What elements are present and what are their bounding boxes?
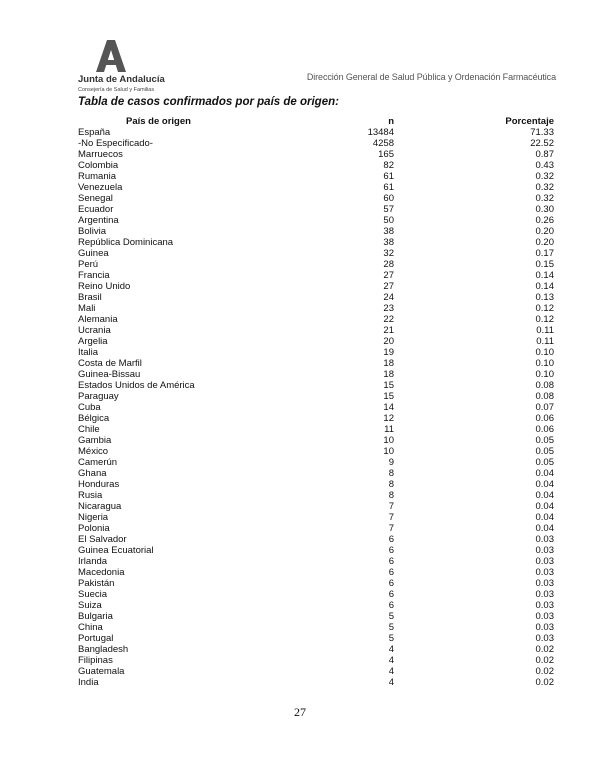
count-cell: 27 bbox=[383, 270, 394, 281]
table-row bbox=[78, 171, 554, 182]
percentage-cell: 0.04 bbox=[535, 490, 554, 501]
table-row bbox=[78, 633, 554, 644]
country-cell: Marruecos bbox=[78, 149, 123, 160]
count-cell: 18 bbox=[383, 369, 394, 380]
country-cell: India bbox=[78, 677, 99, 688]
table-row bbox=[78, 446, 554, 457]
count-cell: 19 bbox=[383, 347, 394, 358]
percentage-cell: 0.07 bbox=[535, 402, 554, 413]
count-cell: 38 bbox=[383, 226, 394, 237]
percentage-cell: 0.05 bbox=[535, 446, 554, 457]
count-cell: 7 bbox=[388, 523, 394, 534]
count-cell: 6 bbox=[388, 556, 394, 567]
table-row bbox=[78, 369, 554, 380]
count-cell: 165 bbox=[378, 149, 394, 160]
table-row bbox=[78, 281, 554, 292]
table-row bbox=[78, 589, 554, 600]
percentage-cell: 0.05 bbox=[535, 435, 554, 446]
table-row bbox=[78, 501, 554, 512]
count-cell: 6 bbox=[388, 589, 394, 600]
percentage-cell: 0.14 bbox=[535, 281, 554, 292]
table-row bbox=[78, 523, 554, 534]
count-cell: 27 bbox=[383, 281, 394, 292]
percentage-cell: 0.03 bbox=[535, 556, 554, 567]
table-row bbox=[78, 215, 554, 226]
country-cell: Portugal bbox=[78, 633, 114, 644]
table-row bbox=[78, 490, 554, 501]
percentage-cell: 0.87 bbox=[535, 149, 554, 160]
percentage-cell: 0.04 bbox=[535, 479, 554, 490]
count-cell: 8 bbox=[388, 468, 394, 479]
country-cell: Bangladesh bbox=[78, 644, 129, 655]
country-cell: México bbox=[78, 446, 109, 457]
percentage-cell: 0.04 bbox=[535, 501, 554, 512]
count-cell: 4 bbox=[388, 666, 394, 677]
table-row bbox=[78, 545, 554, 556]
direccion-label: Dirección General de Salud Pública y Ordenación Farmacéutica bbox=[306, 72, 556, 82]
table-row bbox=[78, 644, 554, 655]
country-cell: El Salvador bbox=[78, 534, 127, 545]
count-cell: 7 bbox=[388, 512, 394, 523]
percentage-cell: 0.05 bbox=[535, 457, 554, 468]
percentage-cell: 0.08 bbox=[535, 380, 554, 391]
percentage-cell: 0.04 bbox=[535, 468, 554, 479]
country-cell: Francia bbox=[78, 270, 110, 281]
percentage-cell: 0.03 bbox=[535, 545, 554, 556]
count-cell: 6 bbox=[388, 578, 394, 589]
percentage-cell: 0.03 bbox=[535, 622, 554, 633]
column-header-n: n bbox=[388, 116, 394, 127]
count-cell: 4 bbox=[388, 655, 394, 666]
table-row bbox=[78, 567, 554, 578]
count-cell: 8 bbox=[388, 490, 394, 501]
count-cell: 82 bbox=[383, 160, 394, 171]
country-cell: República Dominicana bbox=[78, 237, 174, 248]
country-cell: Ecuador bbox=[78, 204, 114, 215]
count-cell: 9 bbox=[388, 457, 394, 468]
percentage-cell: 0.10 bbox=[535, 347, 554, 358]
percentage-cell: 0.11 bbox=[536, 336, 554, 347]
table-row bbox=[78, 292, 554, 303]
country-cell: Bulgaria bbox=[78, 611, 113, 622]
country-cell: Nigeria bbox=[78, 512, 109, 523]
table-row bbox=[78, 226, 554, 237]
percentage-cell: 0.03 bbox=[535, 611, 554, 622]
count-cell: 23 bbox=[383, 303, 394, 314]
percentage-cell: 0.02 bbox=[535, 666, 554, 677]
percentage-cell: 0.02 bbox=[535, 655, 554, 666]
table-row bbox=[78, 237, 554, 248]
table-row bbox=[78, 655, 554, 666]
country-cell: Alemania bbox=[78, 314, 118, 325]
country-cell: Camerún bbox=[78, 457, 118, 468]
count-cell: 61 bbox=[383, 182, 394, 193]
table-row bbox=[78, 358, 554, 369]
table-row bbox=[78, 138, 554, 149]
percentage-cell: 0.13 bbox=[535, 292, 554, 303]
junta-andalucia-logo bbox=[78, 40, 188, 96]
count-cell: 21 bbox=[383, 325, 394, 336]
org-name: Junta de Andalucía bbox=[78, 74, 165, 85]
table-row bbox=[78, 314, 554, 325]
table-title: Tabla de casos confirmados por país de origen: bbox=[78, 96, 339, 108]
table-row bbox=[78, 380, 554, 391]
table-row bbox=[78, 600, 554, 611]
table-row bbox=[78, 512, 554, 523]
table-row bbox=[78, 666, 554, 677]
country-cell: Rumania bbox=[78, 171, 117, 182]
table-row bbox=[78, 677, 554, 688]
count-cell: 61 bbox=[383, 171, 394, 182]
percentage-cell: 0.26 bbox=[535, 215, 554, 226]
country-cell: Suecia bbox=[78, 589, 108, 600]
percentage-cell: 0.08 bbox=[535, 391, 554, 402]
percentage-cell: 0.02 bbox=[535, 644, 554, 655]
percentage-cell: 0.12 bbox=[535, 303, 554, 314]
percentage-cell: 0.06 bbox=[535, 424, 554, 435]
percentage-cell: 0.12 bbox=[535, 314, 554, 325]
country-cell: Colombia bbox=[78, 160, 119, 171]
andalucia-a-icon bbox=[96, 40, 126, 72]
country-cell: Bolivia bbox=[78, 226, 106, 237]
count-cell: 4258 bbox=[372, 138, 394, 149]
country-cell: Argentina bbox=[78, 215, 119, 226]
country-cell: Estados Unidos de América bbox=[78, 380, 195, 391]
country-cell: Cuba bbox=[78, 402, 101, 413]
percentage-cell: 0.32 bbox=[535, 193, 554, 204]
table-row bbox=[78, 391, 554, 402]
country-cell: China bbox=[78, 622, 103, 633]
percentage-cell: 0.20 bbox=[535, 226, 554, 237]
percentage-cell: 0.11 bbox=[536, 325, 554, 336]
percentage-cell: 71.33 bbox=[530, 127, 554, 138]
table-row bbox=[78, 303, 554, 314]
country-cell: Guinea-Bissau bbox=[78, 369, 141, 380]
country-cell: Ghana bbox=[78, 468, 107, 479]
table-row bbox=[78, 127, 554, 138]
table-row bbox=[78, 457, 554, 468]
count-cell: 14 bbox=[383, 402, 394, 413]
page-number: 27 bbox=[294, 705, 306, 719]
country-cell: Paraguay bbox=[78, 391, 119, 402]
country-cell: Chile bbox=[78, 424, 100, 435]
country-cell: Honduras bbox=[78, 479, 120, 490]
percentage-cell: 0.03 bbox=[535, 534, 554, 545]
count-cell: 12 bbox=[383, 413, 394, 424]
count-cell: 15 bbox=[383, 391, 394, 402]
table-row bbox=[78, 248, 554, 259]
country-cell: Irlanda bbox=[78, 556, 108, 567]
percentage-cell: 0.03 bbox=[535, 578, 554, 589]
country-cell: Macedonia bbox=[78, 567, 125, 578]
country-cell: Filipinas bbox=[78, 655, 113, 666]
percentage-cell: 22.52 bbox=[530, 138, 554, 149]
table-row bbox=[78, 204, 554, 215]
count-cell: 5 bbox=[388, 633, 394, 644]
count-cell: 5 bbox=[388, 622, 394, 633]
percentage-cell: 0.14 bbox=[535, 270, 554, 281]
table-row bbox=[78, 424, 554, 435]
count-cell: 4 bbox=[388, 677, 394, 688]
count-cell: 6 bbox=[388, 567, 394, 578]
percentage-cell: 0.04 bbox=[535, 523, 554, 534]
country-cell: Rusia bbox=[78, 490, 103, 501]
count-cell: 18 bbox=[383, 358, 394, 369]
table-header-row bbox=[78, 116, 554, 127]
country-cell: Pakistán bbox=[78, 578, 115, 589]
table-row bbox=[78, 259, 554, 270]
table-row bbox=[78, 347, 554, 358]
count-cell: 4 bbox=[388, 644, 394, 655]
country-cell: Ucrania bbox=[78, 325, 111, 336]
country-cell: Polonia bbox=[78, 523, 110, 534]
percentage-cell: 0.03 bbox=[535, 633, 554, 644]
count-cell: 50 bbox=[383, 215, 394, 226]
table-row bbox=[78, 479, 554, 490]
country-cell: Bélgica bbox=[78, 413, 110, 424]
column-header-pais: País de origen bbox=[126, 116, 191, 127]
percentage-cell: 0.30 bbox=[535, 204, 554, 215]
percentage-cell: 0.02 bbox=[535, 677, 554, 688]
percentage-cell: 0.17 bbox=[535, 248, 554, 259]
count-cell: 38 bbox=[383, 237, 394, 248]
table-row bbox=[78, 578, 554, 589]
percentage-cell: 0.03 bbox=[535, 567, 554, 578]
count-cell: 20 bbox=[383, 336, 394, 347]
table-row bbox=[78, 534, 554, 545]
org-subname: Consejería de Salud y Familias bbox=[78, 87, 155, 93]
country-cell: Mali bbox=[78, 303, 96, 314]
count-cell: 6 bbox=[388, 545, 394, 556]
country-cell: Guinea bbox=[78, 248, 109, 259]
percentage-cell: 0.32 bbox=[535, 171, 554, 182]
country-cell: Brasil bbox=[78, 292, 102, 303]
table-row bbox=[78, 336, 554, 347]
country-cell: Reino Unido bbox=[78, 281, 131, 292]
count-cell: 28 bbox=[383, 259, 394, 270]
table-row bbox=[78, 611, 554, 622]
count-cell: 22 bbox=[383, 314, 394, 325]
percentage-cell: 0.04 bbox=[535, 512, 554, 523]
table-row bbox=[78, 160, 554, 171]
percentage-cell: 0.10 bbox=[535, 358, 554, 369]
percentage-cell: 0.10 bbox=[535, 369, 554, 380]
table-body bbox=[78, 127, 554, 688]
count-cell: 10 bbox=[383, 446, 394, 457]
count-cell: 60 bbox=[383, 193, 394, 204]
country-cell: Italia bbox=[78, 347, 99, 358]
count-cell: 15 bbox=[383, 380, 394, 391]
table-row bbox=[78, 413, 554, 424]
table-row bbox=[78, 435, 554, 446]
count-cell: 6 bbox=[388, 600, 394, 611]
country-cell: Gambia bbox=[78, 435, 112, 446]
count-cell: 11 bbox=[384, 424, 394, 435]
country-cell: España bbox=[78, 127, 111, 138]
table-row bbox=[78, 402, 554, 413]
table-row bbox=[78, 193, 554, 204]
percentage-cell: 0.32 bbox=[535, 182, 554, 193]
percentage-cell: 0.03 bbox=[535, 600, 554, 611]
country-cell: Argelia bbox=[78, 336, 108, 347]
table-row bbox=[78, 149, 554, 160]
country-cell: Nicaragua bbox=[78, 501, 122, 512]
count-cell: 32 bbox=[383, 248, 394, 259]
percentage-cell: 0.43 bbox=[535, 160, 554, 171]
country-cell: Suiza bbox=[78, 600, 102, 611]
column-header-porcentaje: Porcentaje bbox=[505, 116, 554, 127]
country-cell: Venezuela bbox=[78, 182, 123, 193]
count-cell: 8 bbox=[388, 479, 394, 490]
percentage-cell: 0.15 bbox=[535, 259, 554, 270]
cases-table bbox=[78, 116, 554, 688]
count-cell: 5 bbox=[388, 611, 394, 622]
country-cell: -No Especificado- bbox=[78, 138, 153, 149]
count-cell: 57 bbox=[383, 204, 394, 215]
percentage-cell: 0.20 bbox=[535, 237, 554, 248]
country-cell: Guinea Ecuatorial bbox=[78, 545, 154, 556]
percentage-cell: 0.03 bbox=[535, 589, 554, 600]
country-cell: Senegal bbox=[78, 193, 113, 204]
count-cell: 6 bbox=[388, 534, 394, 545]
table-row bbox=[78, 622, 554, 633]
table-row bbox=[78, 182, 554, 193]
table-row bbox=[78, 325, 554, 336]
country-cell: Perú bbox=[78, 259, 99, 270]
count-cell: 24 bbox=[383, 292, 394, 303]
table-row bbox=[78, 468, 554, 479]
table-row bbox=[78, 556, 554, 567]
table-row bbox=[78, 270, 554, 281]
count-cell: 7 bbox=[388, 501, 394, 512]
country-cell: Costa de Marfil bbox=[78, 358, 142, 369]
percentage-cell: 0.06 bbox=[535, 413, 554, 424]
page-header bbox=[0, 0, 600, 100]
count-cell: 13484 bbox=[367, 127, 394, 138]
count-cell: 10 bbox=[383, 435, 394, 446]
country-cell: Guatemala bbox=[78, 666, 125, 677]
